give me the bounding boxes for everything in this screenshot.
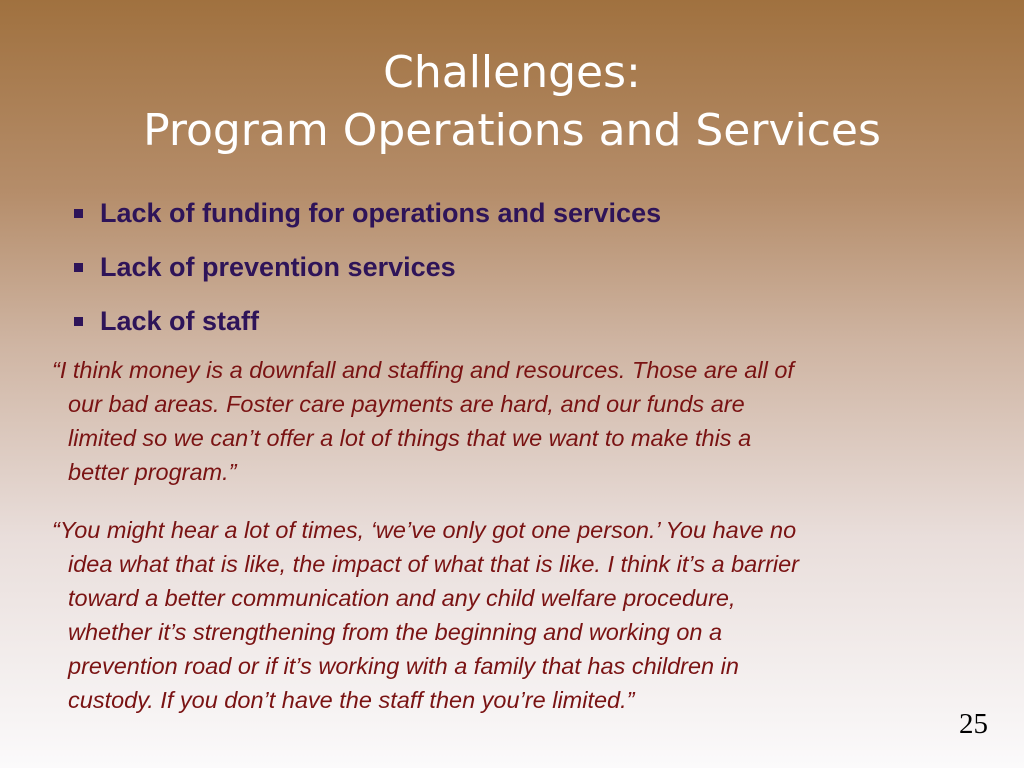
quote-line: idea what that is like, the impact of what that is like. I think it’s a barrier xyxy=(68,551,800,577)
quote-line: prevention road or if it’s working with a family that has children in xyxy=(68,653,739,679)
bullet-item-prevention xyxy=(74,240,661,294)
quote-line: custody. If you don’t have the staff then you’re limited.” xyxy=(68,687,635,713)
bullet-list xyxy=(74,186,661,348)
title-line-1: Challenges: xyxy=(383,47,641,98)
quote-line: “You might hear a lot of times, ‘we’ve only got one person.’ You have no xyxy=(52,517,797,543)
page-number: 25 xyxy=(959,708,988,740)
title-line-2: Program Operations and Services xyxy=(143,105,881,156)
square-bullet-icon xyxy=(74,317,83,326)
bullet-item-funding xyxy=(74,186,661,240)
bullet-text: Lack of staff xyxy=(100,305,260,336)
bullet-text: Lack of funding for operations and services xyxy=(100,197,662,228)
square-bullet-icon xyxy=(74,263,83,272)
quote-line: toward a better communication and any child welfare procedure, xyxy=(68,585,736,611)
quote-line: better program.” xyxy=(68,459,237,485)
quote-staffing xyxy=(52,513,982,717)
quote-line: limited so we can’t offer a lot of things that we want to make this a xyxy=(68,425,752,451)
bullet-item-staff xyxy=(74,294,661,348)
quote-line: our bad areas. Foster care payments are hard, and our funds are xyxy=(68,391,745,417)
quote-line: whether it’s strengthening from the beginning and working on a xyxy=(68,619,723,645)
quote-money xyxy=(52,353,982,489)
bullet-text: Lack of prevention services xyxy=(100,251,456,282)
square-bullet-icon xyxy=(74,209,83,218)
slide-title xyxy=(0,44,1024,160)
quote-line: “I think money is a downfall and staffing and resources. Those are all of xyxy=(52,357,794,383)
